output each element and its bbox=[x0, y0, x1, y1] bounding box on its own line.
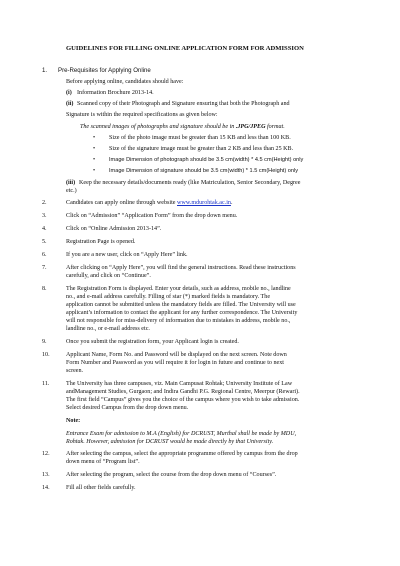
item-number-14: 14. bbox=[42, 485, 50, 491]
item-5-text: Registration Page is opened. bbox=[66, 239, 136, 245]
note-line2: Rohtak. However, admission for DCRUST would be made directly by that University. bbox=[66, 439, 274, 445]
item-number-12: 12. bbox=[42, 451, 50, 457]
scan-note-format: .JPG/JPEG bbox=[235, 124, 266, 130]
prereq-iii-line2: etc.) bbox=[66, 188, 77, 194]
item-11-line: andManagement Studies, Gurgaon; and Indira Gandhi P.G. Regional Centre, Meerpur (Rewari). bbox=[66, 389, 300, 395]
page-title: GUIDELINES FOR FILLING ONLINE APPLICATION FORM FOR ADMISSION bbox=[66, 45, 304, 52]
item-number-5: 5. bbox=[42, 239, 47, 245]
prereq-ii-label: (ii) bbox=[66, 101, 74, 107]
item-number-8: 8. bbox=[42, 286, 47, 292]
bullet-icon: • bbox=[93, 168, 96, 174]
item-number-6: 6. bbox=[42, 252, 47, 258]
item-2-post: . bbox=[230, 200, 233, 206]
item-8-line: landline no., or e-mail address etc. bbox=[66, 326, 150, 332]
spec-signature-size: Size of the signature image must be greater than 2 KB and less than 25 KB. bbox=[109, 146, 294, 152]
item-7-line2: carefully, and click on “Continue”. bbox=[66, 273, 151, 279]
item-11-line: The first field “Campus” gives you the choice of the campus where you wish to take admission. bbox=[66, 397, 300, 403]
item-3-text: Click on “Admission” “Application Form” from the drop down menu. bbox=[66, 213, 238, 219]
item-number-7: 7. bbox=[42, 265, 47, 271]
item-8-line: will not responsible for miss-delivery of information due to mistakes in address, mobile no., bbox=[66, 318, 291, 324]
item-7-line1: After clicking on “Apply Here”, you will find the general instructions. Read these instructions bbox=[66, 265, 296, 271]
prereq-i-label: (i) bbox=[66, 90, 72, 96]
item-number-1: 1. bbox=[42, 67, 48, 74]
prereq-ii-line1: Scanned copy of their Photograph and Signature ensuring that both the Photograph and bbox=[77, 101, 290, 107]
prereq-intro: Before applying online, candidates should have: bbox=[66, 79, 184, 85]
spec-signature-dimension: Image Dimension of signature should be 3.5 cm(width) * 1.5 cm(Height) only bbox=[109, 168, 299, 174]
item-9-text: Once you submit the registration form, your Applicant login is created. bbox=[66, 339, 239, 345]
bullet-icon: • bbox=[93, 146, 96, 152]
item-12-line1: After selecting the campus, select the appropriate programme offered by campus from the drop bbox=[66, 451, 298, 457]
item-number-2: 2. bbox=[42, 200, 47, 206]
prereq-iii-line1: Keep the necessary details/documents ready (like Matriculation, Senior Secondary, Degree bbox=[79, 180, 301, 186]
item-10-line: Form Number and Password as you will require it for login in future and continue to next bbox=[66, 360, 284, 366]
item-number-13: 13. bbox=[42, 472, 50, 478]
note-line1: Entrance Exam for admission to M.A (English) for DCRUST, Murthal shall be made by MDU, bbox=[66, 431, 297, 437]
item-10-line: Applicant Name, Form No. and Password will be displayed on the next screen. Note down bbox=[66, 352, 287, 358]
bullet-icon: • bbox=[93, 135, 96, 141]
item-number-3: 3. bbox=[42, 213, 47, 219]
scan-note-post: format. bbox=[265, 124, 285, 130]
item-4-text: Click on “Online Admission 2013-14”. bbox=[66, 226, 162, 232]
item-11-line: Select desired Campus from the drop down menu. bbox=[66, 405, 189, 411]
prereq-iii-label: (iii) bbox=[66, 180, 76, 186]
item-number-10: 10. bbox=[42, 352, 50, 358]
item-13-text: After selecting the program, select the course from the drop down menu of “Courses”. bbox=[66, 472, 277, 478]
item-2-text bbox=[66, 200, 232, 207]
spec-photo-dimension: Image Dimension of photograph should be 3.5 cm(width) * 4.5 cm(Height) only bbox=[109, 157, 304, 163]
item-8-line: application cannot be submitted unless the mandatory fields are filled. The University will use bbox=[66, 302, 296, 308]
prereq-ii-line2: Signature is within the required specifications as given below: bbox=[66, 112, 218, 118]
item-8-line: no., and e-mail address carefully. Filling of star (*) marked fields is mandatory. The bbox=[66, 294, 271, 300]
item-number-11: 11. bbox=[42, 381, 50, 387]
item-number-4: 4. bbox=[42, 226, 47, 232]
item-12-line2: down menu of “Program list”. bbox=[66, 459, 140, 465]
bullet-icon: • bbox=[93, 157, 96, 163]
item-8-line: applicant’s information to contact the applicant for any further correspondence. The University bbox=[66, 310, 298, 316]
scan-format-note bbox=[80, 124, 285, 131]
prereq-i-text: Information Brochure 2013-14. bbox=[77, 90, 154, 96]
item-14-text: Fill all other fields carefully. bbox=[66, 485, 136, 491]
item-8-line: The Registration Form is displayed. Enter your details, such as address, mobile no., landline bbox=[66, 286, 291, 292]
item-2-pre: Candidates can apply online through website bbox=[66, 200, 178, 206]
website-link[interactable]: www.mdurohtak.ac.in bbox=[177, 200, 231, 206]
note-label: Note: bbox=[66, 418, 81, 424]
item-6-text: If you are a new user, click on “Apply Here” link. bbox=[66, 252, 188, 258]
spec-photo-size: Size of the photo image must be greater than 15 KB and less than 100 KB. bbox=[109, 135, 291, 141]
item-11-line: The University has three campuses, viz. Main Campusat Rohtak; University Institute of Law bbox=[66, 381, 293, 387]
scan-note-pre: The scanned images of photographs and signature should be in bbox=[80, 124, 236, 130]
section-heading-prerequisites: Pre-Requisites for Applying Online bbox=[58, 67, 151, 74]
item-number-9: 9. bbox=[42, 339, 47, 345]
item-10-line: screen. bbox=[66, 368, 84, 374]
